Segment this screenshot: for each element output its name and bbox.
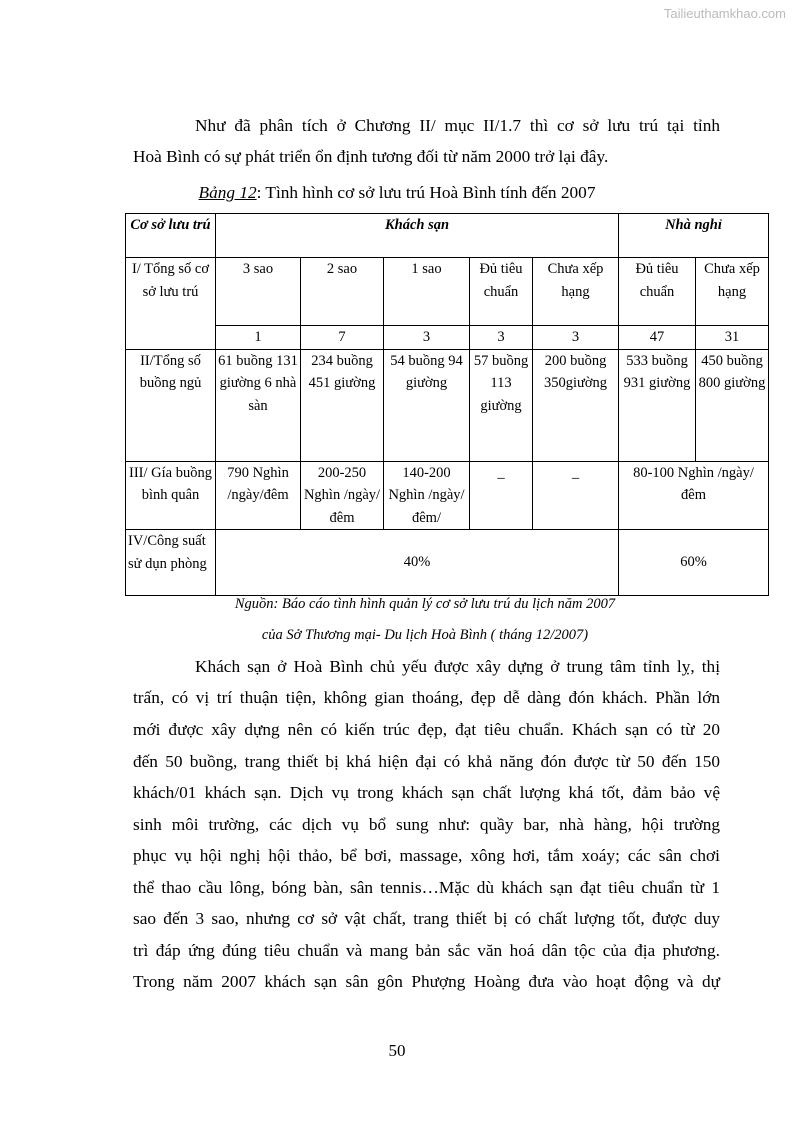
caption-label: Bảng 12: [198, 183, 257, 202]
table-cell: Chưa xếp hạng: [696, 258, 769, 326]
text-line: Như đã phân tích ở Chương II/ mục II/1.7 thì cơ sở lưu trú tại tỉnh: [195, 116, 720, 135]
text-line: thể thao cầu lông, bóng bàn, sân tennis…Mặc dù khách sạn đạt tiêu chuẩn từ 1: [133, 878, 720, 897]
header-hotel: Khách sạn: [216, 214, 619, 258]
table-cell: 533 buồng 931 giường: [619, 349, 696, 461]
text-line: trì đáp ứng đúng tiêu chuẩn và mang bản sắc văn hoá dân tộc của địa phương.: [133, 941, 720, 960]
table-cell: 61 buồng 131 giường 6 nhà sàn: [216, 349, 301, 461]
table-cell: Chưa xếp hạng: [533, 258, 619, 326]
table-cell: 200-250 Nghìn /ngày/đêm: [301, 461, 384, 530]
text-line: mới được xây dựng nên có kiến trúc đẹp, đạt tiêu chuẩn. Khách sạn có từ 20: [133, 720, 720, 739]
watermark: Tailieuthamkhao.com: [663, 6, 786, 21]
table-cell: 40%: [216, 530, 619, 596]
table-cell: 1: [216, 326, 301, 350]
table-cell: 31: [696, 326, 769, 350]
text-line: phục vụ hội nghị hội thảo, bể bơi, massage, xông hơi, tắm xoáy; các sân chơi: [133, 846, 720, 865]
text-line: đến 50 buồng, trang thiết bị khá hiện đại có khả năng đón được từ 50 đến 150: [133, 752, 720, 771]
table-cell: 80-100 Nghìn /ngày/đêm: [619, 461, 769, 530]
text-line: Trong năm 2007 khách sạn sân gôn Phượng Hoàng đưa vào hoạt động và dự: [133, 972, 720, 991]
text-line: khách/01 khách sạn. Dịch vụ trong khách sạn chất lượng khá tốt, đảm bảo vệ: [133, 783, 720, 802]
table-cell: 1 sao: [384, 258, 470, 326]
table-caption: [0, 183, 794, 203]
table-cell: Đủ tiêu chuẩn: [619, 258, 696, 326]
row-label: II/Tổng số buồng ngủ: [126, 349, 216, 461]
table-cell: 3: [470, 326, 533, 350]
table-cell: 47: [619, 326, 696, 350]
header-guesthouse: Nhà nghỉ: [619, 214, 769, 258]
source-note: của Sở Thương mại- Du lịch Hoà Bình ( tháng 12/2007): [261, 627, 589, 643]
row-label: IV/Công suất sử dụn phòng: [126, 530, 216, 596]
table-cell: 140-200 Nghìn /ngày/đêm/: [384, 461, 470, 530]
caption-text: : Tình hình cơ sở lưu trú Hoà Bình tính đến 2007: [256, 183, 596, 202]
text-line: Hoà Bình có sự phát triển ổn định tương đối từ năm 2000 trở lại đây.: [133, 147, 609, 166]
table-cell: 450 buồng 800 giường: [696, 349, 769, 461]
table-cell: _: [533, 461, 619, 530]
table-cell: Đủ tiêu chuẩn: [470, 258, 533, 326]
table-cell: _: [470, 461, 533, 530]
table-cell: 3: [533, 326, 619, 350]
text-line: sao đến 3 sao, nhưng cơ sở vật chất, trang thiết bị có chất lượng tốt, được duy: [133, 909, 720, 928]
row-label: III/ Gía buồng bình quân: [126, 461, 216, 530]
table-cell: 57 buồng 113 giường: [470, 349, 533, 461]
table-cell: 7: [301, 326, 384, 350]
page-number: 50: [388, 1041, 406, 1060]
accommodation-table: [125, 213, 769, 596]
table-cell: 60%: [619, 530, 769, 596]
header-accommodation: Cơ sở lưu trú: [126, 214, 216, 258]
text-line: trấn, có vị trí thuận tiện, không gian thoáng, đẹp dễ dàng đón khách. Phần lớn: [133, 688, 720, 707]
table-cell: 3 sao: [216, 258, 301, 326]
table-cell: 790 Nghìn /ngày/đêm: [216, 461, 301, 530]
text-line: Khách sạn ở Hoà Bình chủ yếu được xây dựng ở trung tâm tỉnh lỵ, thị: [195, 657, 720, 676]
table-cell: 200 buồng 350giường: [533, 349, 619, 461]
table-cell: 234 buồng 451 giường: [301, 349, 384, 461]
text-line: sinh môi trường, các dịch vụ bổ sung như: quầy bar, nhà hàng, hội trường: [133, 815, 720, 834]
row-label: I/ Tổng số cơ sở lưu trú: [126, 258, 216, 350]
table-cell: 2 sao: [301, 258, 384, 326]
table-cell: 3: [384, 326, 470, 350]
source-note: Nguồn: Báo cáo tình hình quản lý cơ sở lưu trú du lịch năm 2007: [234, 596, 616, 612]
table-cell: 54 buồng 94 giường: [384, 349, 470, 461]
